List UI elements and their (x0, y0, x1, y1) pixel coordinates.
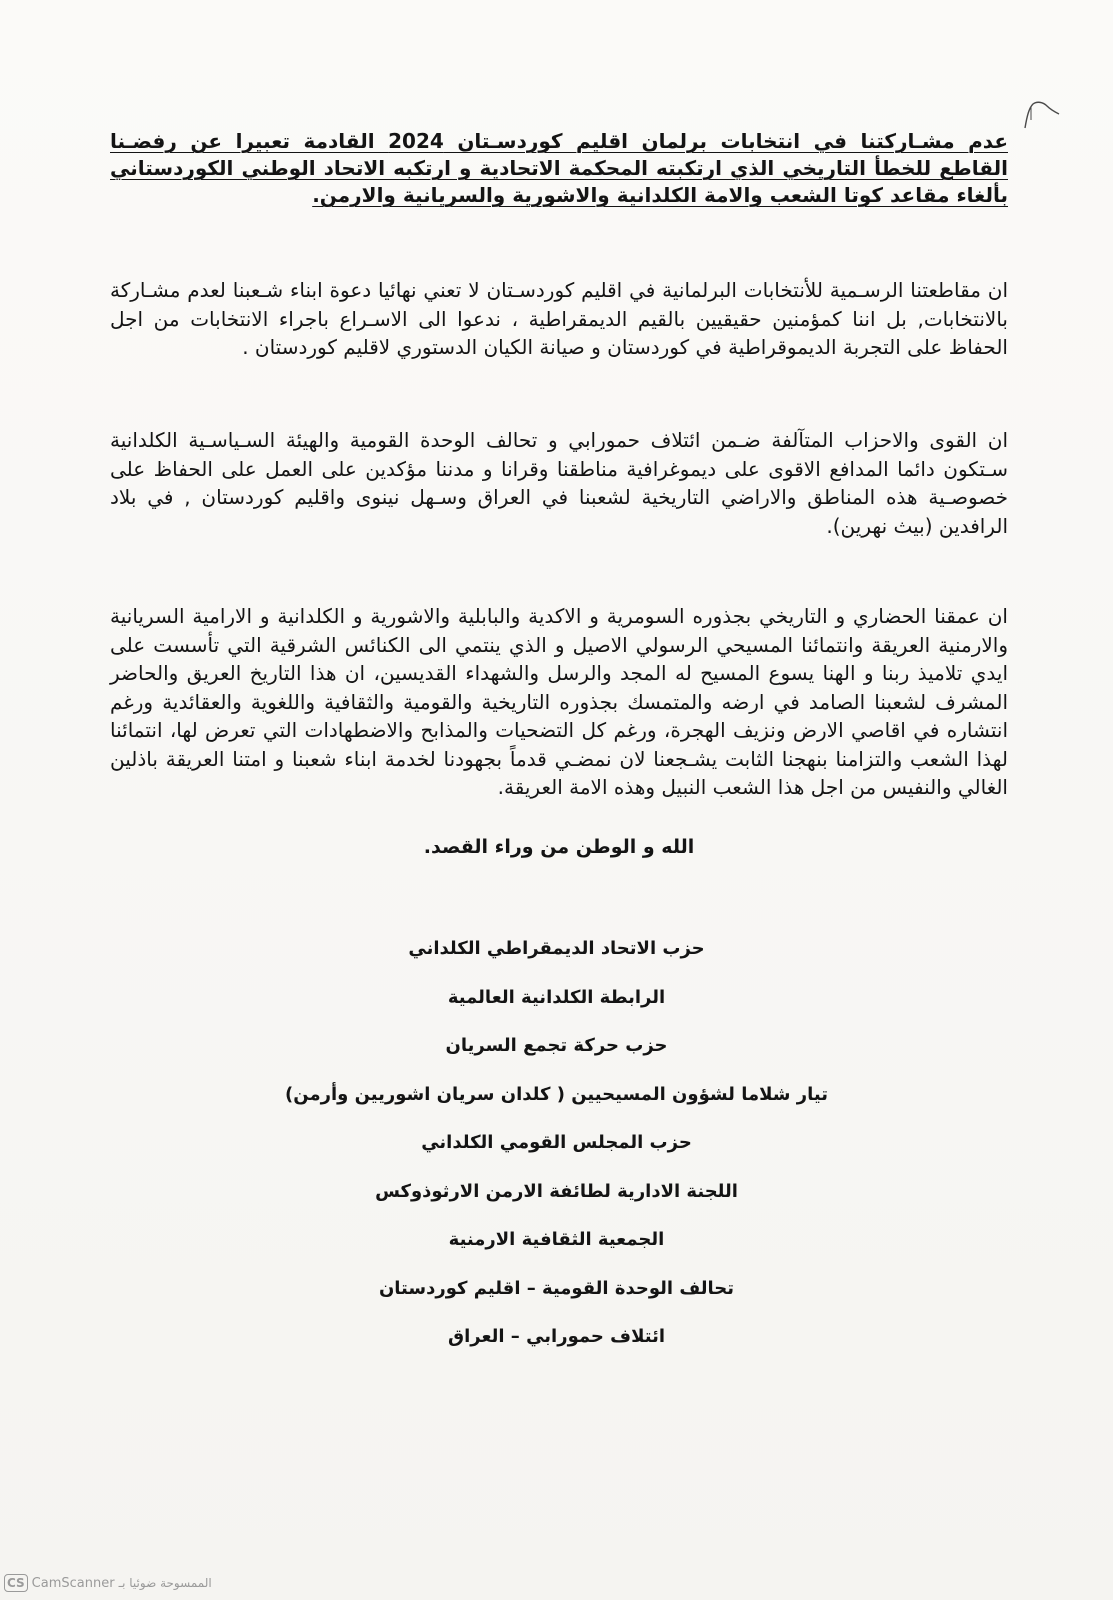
closing-line: الله و الوطن من وراء القصد. (423, 836, 695, 858)
paragraph-heritage: ان عمقنا الحضاري و التاريخي بجذوره السومرية و الاكدية والبابلية والاشورية و الكلدانية و الارامية السريانية والارمنية العريقة وانتمائنا المسيحي الرسولي الاصيل و الذي ينتمي الى الكنائس الشرقية التي تأسست على ايدي تلاميذ ربنا و الهنا يسوع المسيح له المجد والرسل والشهداء القديسين، ان هذا التاريخ العريق والحاضر المشرف لشعبنا الصامد في ارضه والمتمسك بجذوره التاريخية والقومية والثقافية واللغوية والعقائدية ورغم انتشاره في اقاصي الارض ونزيف الهجرة، ورغم كل التضحيات والمذابح والاضطهادات التي تعرض لها، انتمائنا لهذا الشعب والتزامنا بنهجنا الثابت يشـجعنا لان نمضـي قدماً بجهودنا لخدمة ابناء شعبنا و امتنا العريقة باذلين الغالي والنفيس من اجل هذا الشعب النبيل وهذه الامة العريقة. (110, 604, 1008, 799)
signatory-item: حزب المجلس القومي الكلداني (421, 1132, 692, 1153)
scanner-watermark (0, 1566, 212, 1600)
signatories-list (0, 925, 1113, 1362)
scanner-app-name: CamScanner (31, 1575, 115, 1591)
signatory-item: تحالف الوحدة القومية – اقليم كوردستان (378, 1277, 735, 1299)
signatory-item: الجمعية الثقافية الارمنية (448, 1229, 665, 1250)
signatory-item: ائتلاف حمورابي – العراق (447, 1326, 666, 1347)
camscanner-logo-icon: CS (4, 1574, 28, 1592)
paragraph-parties: ان القوى والاحزاب المتآلفة ضـمن ائتلاف حمورابي و تحالف الوحدة القومية والهيئة السـياسـية الكلدانية سـتكون دائما المدافع الاقوى على ديموغرافية مناطقنا وقرانا و مدننا مؤكدين على العمل على الحفاظ على خصوصـية هذه المناطق والاراضي التاريخية لشعبنا في العراق وسـهل نينوى واقليم كوردستان , في بلاد الرافدين (بيث نهرين). (110, 428, 1008, 538)
signatory-item: حزب حركة تجمع السريان (445, 1035, 668, 1056)
signatory-item: تيار شلاما لشؤون المسيحيين ( كلدان سريان اشوريين وأرمن) (285, 1083, 828, 1105)
pen-mark-icon (1021, 98, 1061, 132)
signatory-item: الرابطة الكلدانية العالمية (447, 986, 666, 1008)
signatory-item: اللجنة الادارية لطائفة الارمن الارثوذوكس (375, 1180, 738, 1202)
scanned-with-label: الممسوحة ضوئيا بـ (118, 1576, 212, 1590)
signatory-item: حزب الاتحاد الديمقراطي الكلداني (408, 938, 705, 959)
document-headline: عدم مشـاركتنا في انتخابات برلمان اقليم كوردسـتان 2024 القادمة تعبيرا عن رفضـنا القاطع للخطأ التاريخي الذي ارتكبته المحكمة الاتحادية و ارتكبه الاتحاد الوطني الكوردستاني بألغاء مقاعد كوتا الشعب والامة الكلدانية والاشورية والسريانية والارمن. (110, 129, 1008, 207)
paragraph-boycott: ان مقاطعتنا الرسـمية للأنتخابات البرلمانية في اقليم كوردسـتان لا تعني نهائيا دعوة ابناء شـعبنا لعدم مشـاركة بالانتخابات, بل اننا كمؤمنين حقيقيين بالقيم الديمقراطية ، ندعوا الى الاسـراع باجراء الانتخابات من اجل الحفاظ على التجربة الديموقراطية في كوردستان و صيانة الكيان الدستوري لاقليم كوردستان . (110, 278, 1008, 359)
